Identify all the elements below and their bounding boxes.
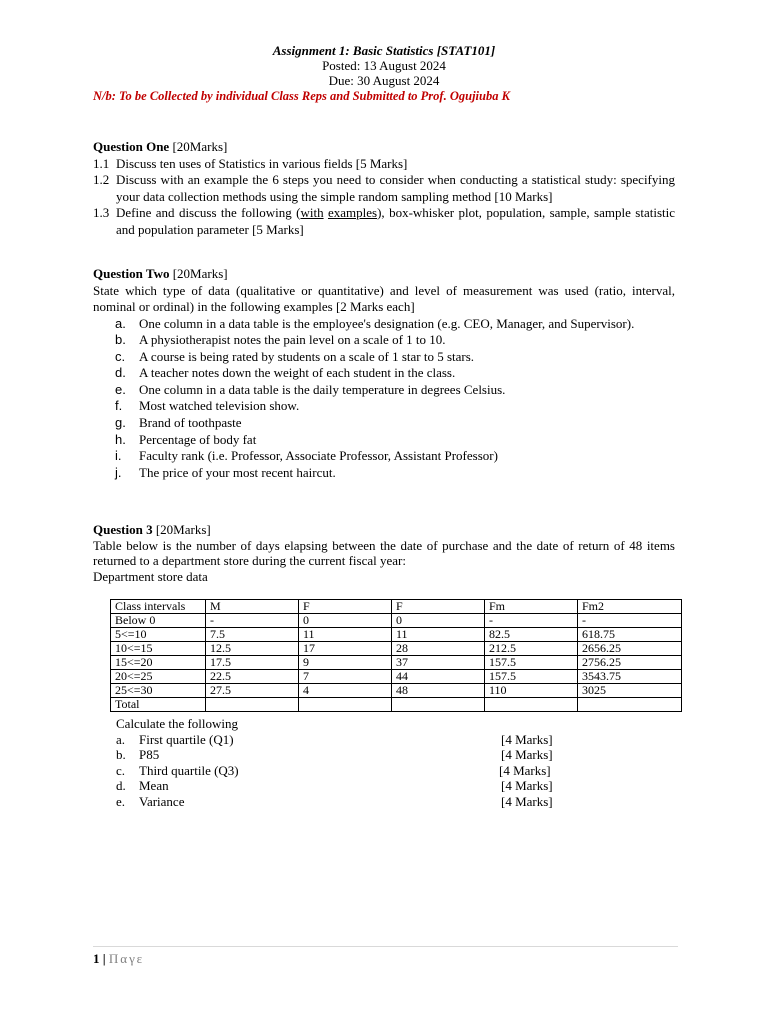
calc-item-text: P85 bbox=[139, 747, 160, 762]
q1-item bbox=[93, 172, 675, 205]
table-cell: 110 bbox=[485, 684, 578, 698]
page-footer bbox=[93, 951, 144, 967]
calc-item-marks: [4 Marks] bbox=[499, 762, 551, 778]
calc-item-letter: a. bbox=[116, 731, 126, 747]
table-cell: 44 bbox=[392, 670, 485, 684]
q2-list-item bbox=[115, 316, 675, 333]
q2-item-letter: j. bbox=[115, 464, 122, 480]
question-three-title: Question 3 bbox=[93, 522, 153, 537]
question-three-intro: Table below is the number of days elapsing between the date of purchase and the date of return of 48 items returned to a department store during the current fiscal year: bbox=[93, 537, 675, 569]
q2-item-letter: f. bbox=[115, 398, 123, 414]
question-one-marks: [20Marks] bbox=[172, 139, 228, 154]
table-header-cell: Fm bbox=[485, 600, 578, 614]
q1-item bbox=[93, 205, 675, 238]
table-row bbox=[111, 684, 682, 698]
table-caption: Department store data bbox=[93, 569, 208, 585]
calc-item-marks: [4 Marks] bbox=[501, 747, 553, 762]
table-header-cell: Class intervals bbox=[111, 600, 206, 614]
question-three-heading bbox=[93, 522, 675, 538]
q2-item-text: A teacher notes down the weight of each student in the class. bbox=[139, 365, 456, 381]
calc-item-text: Third quartile (Q3) bbox=[139, 762, 239, 778]
calculation-item bbox=[116, 763, 576, 779]
calc-item-letter: c. bbox=[116, 762, 126, 778]
table-cell bbox=[485, 698, 578, 712]
table-row bbox=[111, 614, 682, 628]
table-cell bbox=[206, 698, 299, 712]
question-three-marks: [20Marks] bbox=[155, 522, 211, 537]
table-cell: 3543.75 bbox=[578, 670, 682, 684]
table-cell: 9 bbox=[299, 656, 392, 670]
q2-list-item bbox=[115, 432, 675, 449]
table-cell: 7.5 bbox=[206, 628, 299, 642]
table-cell: - bbox=[206, 614, 299, 628]
q2-list-item bbox=[115, 398, 675, 415]
table-cell: Below 0 bbox=[111, 614, 206, 628]
q1-item-text-part: ), box-whisker plot, population, sample, sample statistic and population parameter [5 Marks] bbox=[116, 205, 676, 237]
calc-item-letter: b. bbox=[116, 747, 126, 762]
table-row bbox=[111, 628, 682, 642]
table-total-row bbox=[111, 698, 682, 712]
table-row bbox=[111, 642, 682, 656]
q2-list-item bbox=[115, 365, 675, 382]
assignment-title: Assignment 1: Basic Statistics [STAT101] bbox=[272, 43, 496, 58]
table-cell: 2756.25 bbox=[578, 656, 682, 670]
page-number: 1 bbox=[93, 951, 100, 966]
q1-item-number: 1.1 bbox=[93, 155, 110, 171]
q2-item-letter: e. bbox=[115, 381, 126, 397]
calculation-item bbox=[116, 747, 576, 763]
table-header-row bbox=[111, 600, 682, 614]
question-two-intro: State which type of data (qualitative or quantitative) and level of measurement was used (ratio, interval, nominal or ordinal) in the following examples [2 Marks each] bbox=[93, 282, 675, 314]
q2-item-text: Most watched television show. bbox=[139, 398, 300, 414]
table-cell: 11 bbox=[392, 628, 485, 642]
calc-item-marks: [4 Marks] bbox=[501, 793, 553, 809]
table-header-cell: F bbox=[299, 600, 392, 614]
q2-item-text: A physiotherapist notes the pain level on a scale of 1 to 10. bbox=[139, 332, 446, 348]
question-three bbox=[93, 522, 675, 585]
table-cell: 28 bbox=[392, 642, 485, 656]
table-cell bbox=[578, 698, 682, 712]
q2-item-text: The price of your most recent haircut. bbox=[139, 464, 336, 480]
calculation-list bbox=[116, 716, 576, 809]
table-cell: 4 bbox=[299, 684, 392, 698]
table-cell: 15<=20 bbox=[111, 656, 206, 670]
q1-item bbox=[93, 156, 675, 173]
calc-item-letter: e. bbox=[116, 793, 126, 809]
table-cell: 82.5 bbox=[485, 628, 578, 642]
calc-item-text: Variance bbox=[139, 793, 185, 809]
calculation-item bbox=[116, 778, 576, 794]
question-one bbox=[93, 139, 675, 238]
table-cell: 25<=30 bbox=[111, 684, 206, 698]
q2-item-letter: g. bbox=[115, 415, 126, 431]
q2-item-letter: d. bbox=[115, 365, 126, 381]
calculation-intro: Calculate the following bbox=[116, 716, 239, 731]
q2-item-letter: c. bbox=[115, 348, 126, 364]
q2-item-text: One column in a data table is the daily temperature in degrees Celsius. bbox=[139, 381, 506, 397]
table-cell: 2656.25 bbox=[578, 642, 682, 656]
table-cell: 12.5 bbox=[206, 642, 299, 656]
calc-item-marks: [4 Marks] bbox=[501, 731, 553, 747]
calculation-item bbox=[116, 732, 576, 748]
q2-item-text: A course is being rated by students on a scale of 1 star to 5 stars. bbox=[139, 348, 475, 364]
q2-item-letter: i. bbox=[115, 448, 122, 464]
assignment-header bbox=[0, 43, 768, 88]
table-cell bbox=[392, 698, 485, 712]
q1-item-text bbox=[116, 205, 675, 237]
table-cell: 157.5 bbox=[485, 670, 578, 684]
calc-item-text: Mean bbox=[139, 778, 169, 793]
question-two-marks: [20Marks] bbox=[172, 266, 228, 281]
underlined-word: with bbox=[300, 205, 324, 220]
table-cell: 0 bbox=[392, 614, 485, 628]
table-cell: 27.5 bbox=[206, 684, 299, 698]
department-store-table bbox=[110, 599, 682, 712]
underlined-word: examples bbox=[328, 205, 378, 220]
q2-list-item bbox=[115, 382, 675, 399]
table-cell: 10<=15 bbox=[111, 642, 206, 656]
calc-item-marks: [4 Marks] bbox=[501, 778, 553, 793]
submission-notice: N/b: To be Collected by individual Class Reps and Submitted to Prof. Ogujiuba K bbox=[93, 89, 510, 103]
q1-item-number: 1.3 bbox=[93, 205, 110, 220]
page-word: Παγε bbox=[108, 951, 145, 966]
calc-item-text: First quartile (Q1) bbox=[139, 731, 234, 747]
posted-date: Posted: 13 August 2024 bbox=[322, 58, 446, 73]
q2-item-text: Faculty rank (i.e. Professor, Associate Professor, Assistant Professor) bbox=[139, 448, 498, 464]
footer-divider bbox=[93, 946, 678, 947]
q1-item-text: Discuss ten uses of Statistics in various fields [5 Marks] bbox=[116, 155, 408, 171]
calculation-item bbox=[116, 794, 576, 810]
table-cell: 0 bbox=[299, 614, 392, 628]
table-cell: 157.5 bbox=[485, 656, 578, 670]
question-two-list bbox=[115, 316, 675, 482]
table-header-cell: M bbox=[206, 600, 299, 614]
question-two-title: Question Two bbox=[93, 266, 170, 281]
q2-item-text: Percentage of body fat bbox=[139, 431, 257, 447]
q1-item-number: 1.2 bbox=[93, 172, 110, 187]
footer-separator: | bbox=[99, 951, 109, 966]
q2-item-letter: a. bbox=[115, 315, 126, 331]
q2-list-item bbox=[115, 448, 675, 465]
table-cell: 7 bbox=[299, 670, 392, 684]
question-one-title: Question One bbox=[93, 139, 170, 154]
table-row bbox=[111, 670, 682, 684]
table-cell: 22.5 bbox=[206, 670, 299, 684]
q2-list-item bbox=[115, 332, 675, 349]
q2-list-item bbox=[115, 415, 675, 432]
table-cell: Total bbox=[111, 698, 206, 712]
table-cell: 37 bbox=[392, 656, 485, 670]
q2-item-text: Brand of toothpaste bbox=[139, 415, 242, 431]
table-header-cell: Fm2 bbox=[578, 600, 682, 614]
table-cell: - bbox=[578, 614, 682, 628]
table-cell: 212.5 bbox=[485, 642, 578, 656]
question-two bbox=[93, 266, 675, 481]
question-one-heading bbox=[93, 139, 675, 156]
table-cell bbox=[299, 698, 392, 712]
q1-item-text: Discuss with an example the 6 steps you need to consider when conducting a statistical study: specifying your data collection methods using the simple random sampling method [10 Marks] bbox=[116, 172, 675, 204]
table-cell: 17 bbox=[299, 642, 392, 656]
table-cell: 3025 bbox=[578, 684, 682, 698]
table-cell: 48 bbox=[392, 684, 485, 698]
table-cell: 11 bbox=[299, 628, 392, 642]
table-cell: 618.75 bbox=[578, 628, 682, 642]
table-cell: 5<=10 bbox=[111, 628, 206, 642]
q2-item-letter: b. bbox=[115, 332, 126, 348]
table-cell: 17.5 bbox=[206, 656, 299, 670]
q2-item-letter: h. bbox=[115, 431, 126, 447]
calc-item-letter: d. bbox=[116, 778, 126, 793]
due-date: Due: 30 August 2024 bbox=[328, 73, 440, 88]
table-header-cell: F bbox=[392, 600, 485, 614]
table-cell: 20<=25 bbox=[111, 670, 206, 684]
q2-list-item bbox=[115, 465, 675, 482]
q2-list-item bbox=[115, 349, 675, 366]
question-two-heading bbox=[93, 266, 675, 283]
q1-item-text-part: Define and discuss the following ( bbox=[116, 205, 301, 220]
table-cell: - bbox=[485, 614, 578, 628]
table-row bbox=[111, 656, 682, 670]
q2-item-text: One column in a data table is the employee's designation (e.g. CEO, Manager, and Supervisor). bbox=[139, 315, 635, 331]
